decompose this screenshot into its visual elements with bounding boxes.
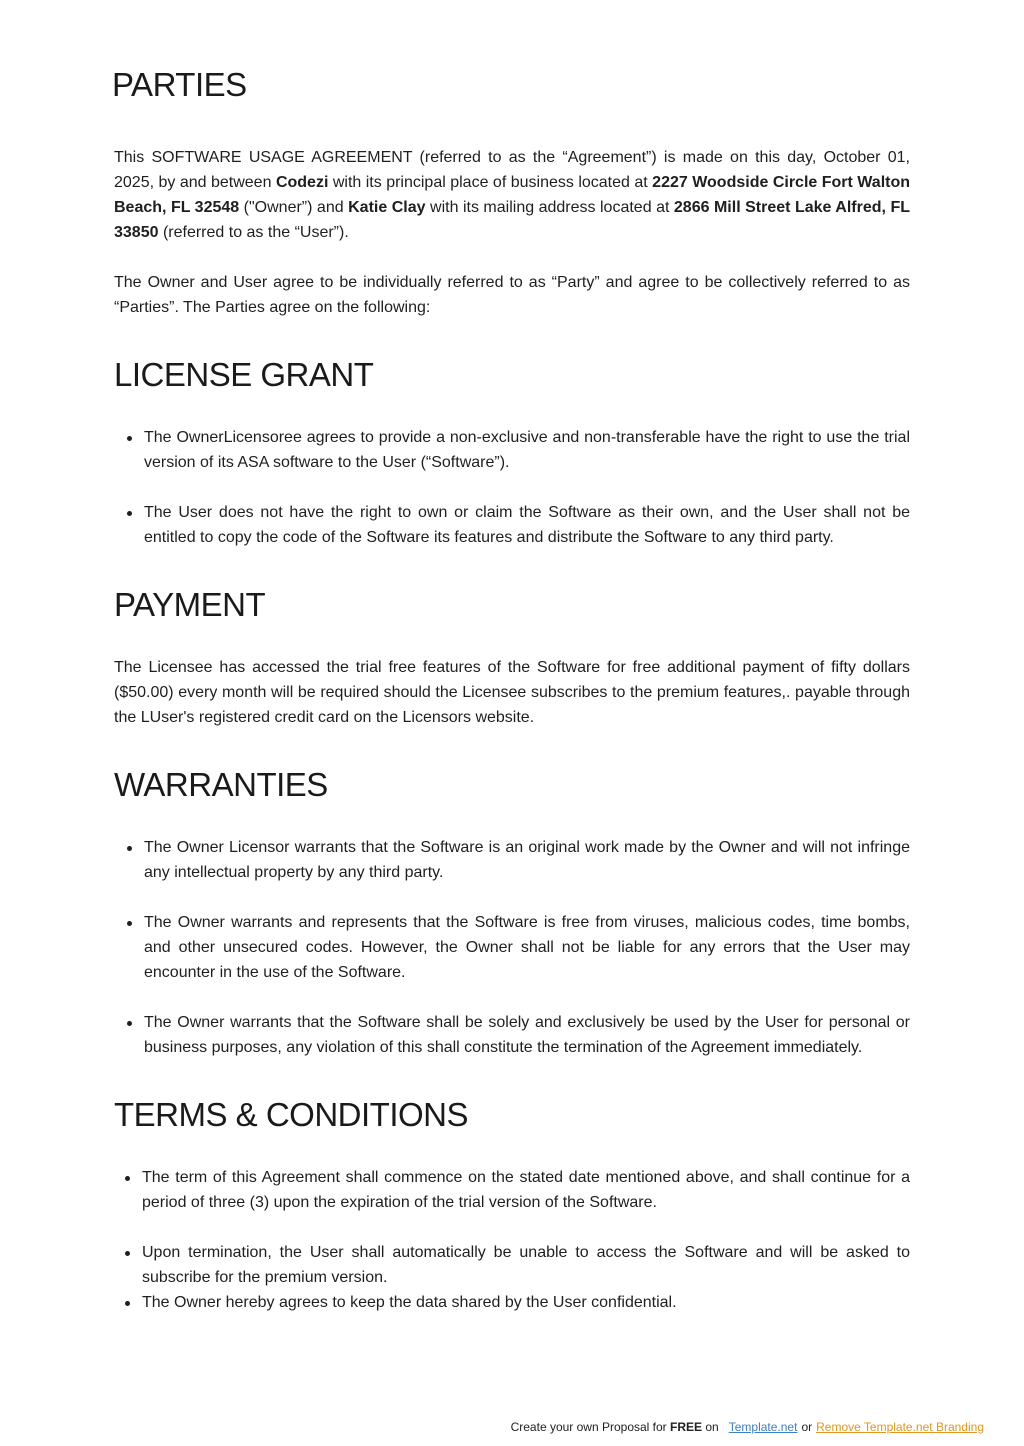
section-heading-terms-conditions: TERMS & CONDITIONS (114, 1096, 469, 1133)
user-address: 2866 Mill Street Lake Alfred, FL 33850 (114, 199, 911, 241)
list-item: The OwnerLicensoree agrees to provide a non-exclusive and non-transferable have the right to use the trial version of its ASA software to the User (“Software”). (144, 425, 910, 475)
intro-text-1: This SOFTWARE USAGE AGREEMENT (referred to as the “Agreement”) is made on this day, October 01, 2025, by and between (114, 149, 910, 191)
template-net-link[interactable]: Template.net (728, 1420, 798, 1434)
footer-prefix: Create your own Proposal for (510, 1420, 671, 1434)
owner-address: 2227 Woodside Circle Fort Walton Beach, FL 32548 (114, 174, 911, 216)
intro-text-4: with its mailing address located at (425, 199, 674, 216)
footer-free: FREE (670, 1420, 703, 1434)
terms-list (114, 1165, 910, 1315)
warranties-list (114, 835, 910, 1060)
intro-text-3: ("Owner”) and (239, 199, 349, 216)
list-item: The Owner Licensor warrants that the Software is an original work made by the Owner and will not infringe any intellectual property by any third party. (144, 835, 910, 885)
owner-name: Codezi (275, 174, 329, 191)
list-item: Upon termination, the User shall automatically be unable to access the Software and will be asked to subscribe for the premium version. (142, 1240, 910, 1290)
section-heading-warranties: WARRANTIES (114, 766, 328, 803)
parties-intro-paragraph (114, 145, 910, 245)
section-heading-parties: PARTIES (112, 66, 247, 103)
remove-branding-link[interactable]: Remove Template.net Branding (816, 1420, 984, 1434)
section-heading-payment: PAYMENT (114, 586, 266, 623)
footer-on: on (702, 1420, 719, 1434)
list-item: The Owner warrants that the Software shall be solely and exclusively be used by the User for personal or business purposes, any violation of this shall constitute the termination of the Agreement immediately. (144, 1010, 910, 1060)
payment-paragraph: The Licensee has accessed the trial free features of the Software for free additional payment of fifty dollars ($50.00) every month will be required should the Licensee subscribes to the premium features,. payable through the LUser's registered credit card on the Licensors website. (114, 659, 910, 726)
list-item: The Owner hereby agrees to keep the data shared by the User confidential. (142, 1290, 910, 1315)
list-item: The Owner warrants and represents that the Software is free from viruses, malicious codes, time bombs, and other unsecured codes. However, the Owner shall not be liable for any errors that the User may encounter in the use of the Software. (144, 910, 910, 985)
list-item: The User does not have the right to own or claim the Software as their own, and the User shall not be entitled to copy the code of the Software its features and distribute the Software to any third party. (144, 500, 910, 550)
footer-branding (511, 1419, 984, 1435)
footer-or: or (801, 1420, 813, 1434)
license-list (114, 425, 910, 550)
intro-text-2: with its principal place of business located at (328, 174, 653, 191)
section-heading-license-grant: LICENSE GRANT (114, 356, 374, 393)
user-name: Katie Clay (348, 199, 426, 216)
intro-text-5: (referred to as the “User”). (158, 224, 349, 241)
parties-paragraph: The Owner and User agree to be individually referred to as “Party” and agree to be collectively referred to as “Parties”. The Parties agree on the following: (114, 274, 910, 316)
list-item: The term of this Agreement shall commence on the stated date mentioned above, and shall continue for a period of three (3) upon the expiration of the trial version of the Software. (142, 1165, 910, 1215)
